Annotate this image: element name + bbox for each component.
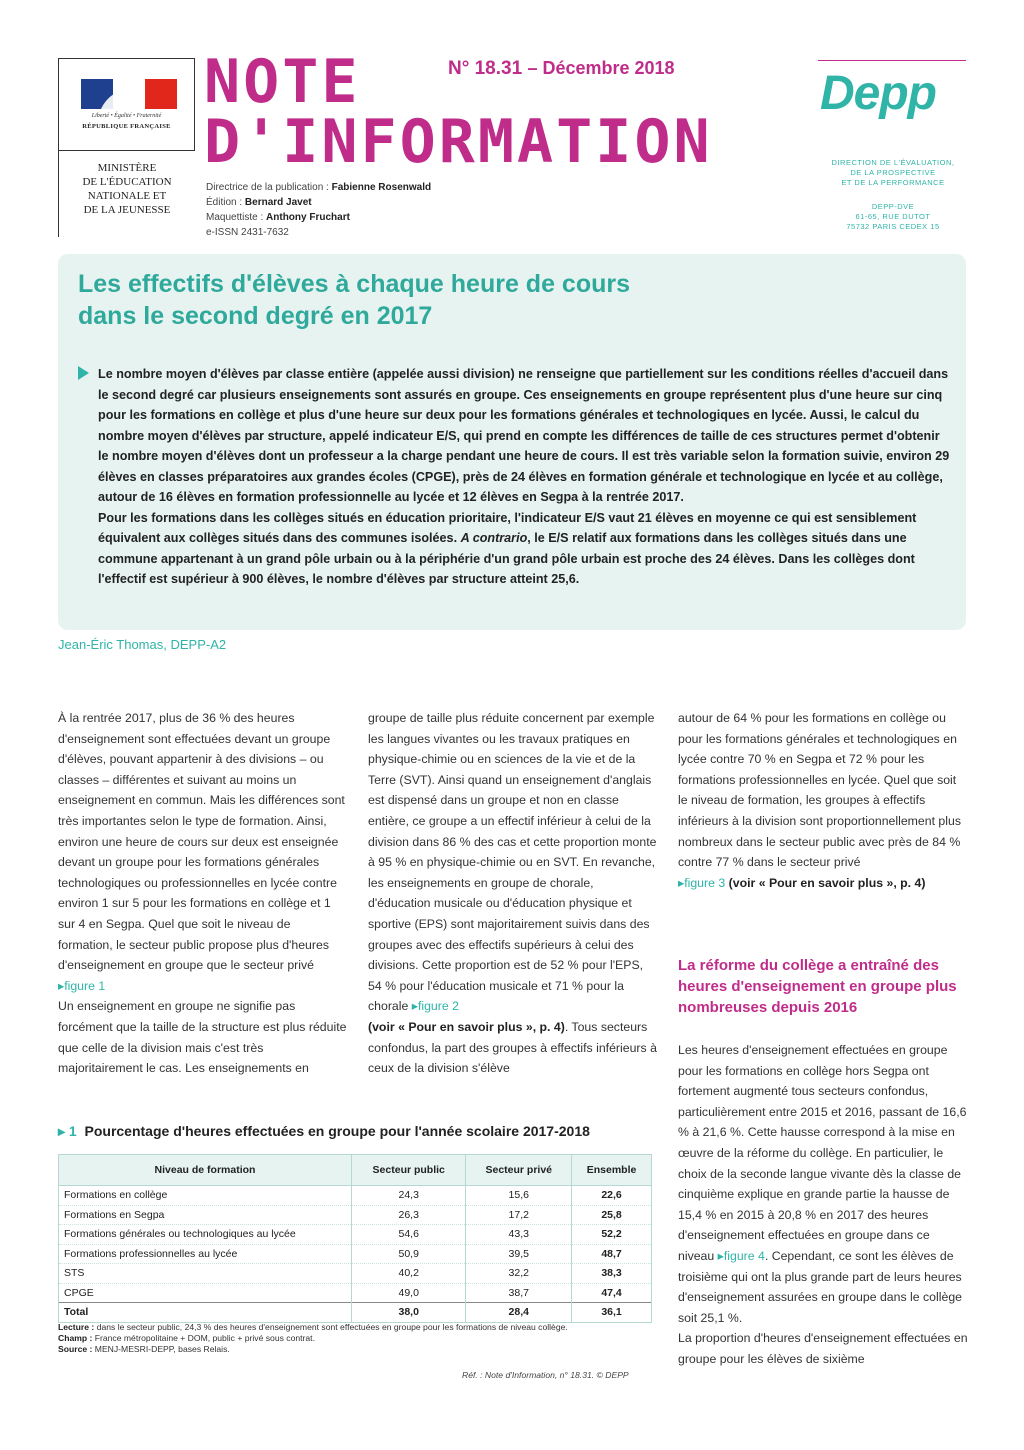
table-cell: Total	[59, 1303, 352, 1323]
table-row	[59, 1264, 652, 1284]
table-cell: CPGE	[59, 1283, 352, 1303]
table-row	[59, 1225, 652, 1245]
ministry-name: MINISTÈRE DE L'ÉDUCATION NATIONALE ET DE LA JEUNESSE	[82, 162, 172, 216]
column-header: Secteur privé	[466, 1155, 572, 1186]
figure-title	[58, 1123, 590, 1140]
republic-motto: Liberté • Égalité • Fraternité	[91, 113, 162, 119]
column-header: Niveau de formation	[59, 1155, 352, 1186]
note-champ	[58, 1333, 618, 1344]
table-cell: Formations en collège	[59, 1186, 352, 1206]
table-cell: 50,9	[352, 1244, 466, 1264]
abstract-paragraph-2a: Pour les formations dans les collèges situés en éducation prioritaire, l'indicateur E/S vaut 21 élèves en moyenne ce qui est sensiblement équivalent aux collèges situés dans des communes isolées.	[98, 510, 917, 545]
credit-value: Bernard Javet	[244, 197, 312, 208]
depp-rule	[818, 60, 966, 61]
table-row	[59, 1283, 652, 1303]
note-text: dans le secteur public, 24,3 % des heures d'enseignement sont effectuées en groupe pour les formations de niveau collège.	[96, 1322, 568, 1332]
table-cell: 24,3	[352, 1186, 466, 1206]
figure-link[interactable]: ▸ figure 4	[718, 1249, 765, 1263]
table-cell: 26,3	[352, 1205, 466, 1225]
credit-line	[206, 195, 431, 210]
table-row	[59, 1244, 652, 1264]
figure-reference: Réf. : Note d'Information, n° 18.31. © DEPP	[462, 1370, 629, 1380]
figure-link[interactable]: ▸ figure 2	[412, 999, 459, 1013]
abstract-italic: A contrario	[460, 531, 528, 545]
body-text: . Tous secteurs confondus, la part des groupes à effectifs inférieurs à ceux de la division s'élève	[368, 1019, 657, 1076]
republique-francaise-logo	[59, 59, 195, 151]
table-cell: 32,2	[466, 1264, 572, 1284]
abstract-paragraph-2b: , le E/S relatif aux formations dans les collèges situés dans une commune appartenant à un grand pôle urbain ou à la périphérie d'un grand pôle urbain est proche des 24 élèves. Dans les collèges dont l'effectif est supérieur à 900 élèves, le nombre d'élèves par structure atteint 25,6.	[98, 531, 915, 586]
note-source	[58, 1344, 618, 1355]
republic-name: RÉPUBLIQUE FRANÇAISE	[82, 123, 171, 130]
abstract	[98, 364, 950, 590]
table-cell: Formations générales ou technologiques au lycée	[59, 1225, 352, 1245]
note-label: Lecture :	[58, 1322, 97, 1332]
see-more-link[interactable]: (voir « Pour en savoir plus », p. 4)	[725, 875, 926, 890]
marianne-flag-icon	[81, 79, 177, 109]
depp-address: DEPP-DVE 61-65, RUE DUTOT 75732 PARIS CEDEX 15	[846, 202, 940, 231]
column-header: Secteur public	[352, 1155, 466, 1186]
table-cell: 38,0	[352, 1303, 466, 1323]
body-text: La proportion d'heures d'enseignement effectuées en groupe pour les élèves de sixième	[678, 1331, 968, 1366]
table-row	[59, 1205, 652, 1225]
depp-logo: Depp	[820, 67, 936, 120]
table-cell: 17,2	[466, 1205, 572, 1225]
credit-line	[206, 180, 431, 195]
body-text: groupe de taille plus réduite concernent par exemple les langues vivantes ou les travaux pratiques en physique-chimie ou en sciences de la vie et de la Terre (SVT). Ainsi quand un enseignement d'anglais est dispensé dans un groupe et non en classe entière, ce groupe a un effectif inférieur à celui de la division dans 86 % des cas et cette proportion monte à 95 % en physique-chimie ou en SVT. En revanche, les enseignements en groupe de chorale, d'éducation musicale ou d'éducation physique et sportive (EPS) sont majoritairement suivis dans des groupes avec des effectifs supérieurs à celui des divisions. Cette proportion est de 52 % pour l'EPS, 54 % pour l'éducation musicale et 71 % pour la chorale	[368, 711, 657, 1014]
note-text: France métropolitaine + DOM, public + privé sous contrat.	[94, 1333, 315, 1343]
body-text: . Cependant, ce sont les élèves de troisième qui ont la plus grande part de leurs heures d'enseignement assurées en groupe dans le collège soit 25,1 %.	[678, 1248, 963, 1325]
note-text: MENJ-MESRI-DEPP, bases Relais.	[94, 1344, 230, 1354]
credits	[206, 180, 431, 240]
section-heading: La réforme du collège a entraîné des heures d'enseignement en groupe plus nombreuses depuis 2016	[678, 957, 957, 1016]
issue-number: N° 18.31	[448, 58, 523, 79]
table-cell: Formations en Segpa	[59, 1205, 352, 1225]
table-cell: 22,6	[572, 1186, 652, 1206]
table-cell: Formations professionnelles au lycée	[59, 1244, 352, 1264]
credit-line	[206, 210, 431, 225]
abstract-paragraph-1: Le nombre moyen d'élèves par classe entière (appelée aussi division) ne renseigne que partiellement sur les conditions réelles d'accueil dans le second degré car plusieurs enseignements sont assurés en groupe. Ces enseignements en groupe représentent plus d'une heure sur cinq pour les formations en collège et plus d'une heure sur deux pour les formations générales et technologiques en lycée. Aussi, le calcul du nombre moyen d'élèves par structure, appelé indicateur E/S, qui prend en compte les différences de taille de ces structures permet d'obtenir le nombre moyen d'élèves dont un professeur a la charge pendant une heure de cours. Il est très variable selon la formation suivie, environ 29 élèves en classes préparatoires aux grandes écoles (CPGE), près de 24 élèves en formation générale et technologique en lycée et au collège, autour de 16 élèves en formation professionnelle au lycée et 12 élèves en Segpa à la rentrée 2017.	[98, 367, 950, 504]
table-cell: 48,7	[572, 1244, 652, 1264]
table-cell: 36,1	[572, 1303, 652, 1323]
ministry-logo-block	[58, 58, 195, 237]
figure-number-value: 1	[68, 1123, 77, 1139]
body-column-1	[58, 708, 348, 1079]
publication-title: NOTE D'INFORMATION	[204, 47, 713, 177]
table-cell: 40,2	[352, 1264, 466, 1284]
column-header: Ensemble	[572, 1155, 652, 1186]
body-column-2	[368, 708, 658, 1079]
article-title: Les effectifs d'élèves à chaque heure de cours dans le second degré en 2017	[78, 270, 631, 330]
table-cell: 28,4	[466, 1303, 572, 1323]
body-text: À la rentrée 2017, plus de 36 % des heures d'enseignement sont effectuées devant un groupe d'élèves, pouvant appartenir à des divisions – ou classes – différentes et suivant au moins un enseignement en commun. Mais les différences sont très importantes selon le type de formation. Ainsi, environ une heure de cours sur deux est enseignée devant un groupe pour les formations générales technologiques ou professionnelles en lycée contre environ 1 sur 5 pour les formations en collège et 1 sur 4 en Segpa. Quel que soit le niveau de formation, le secteur public propose plus d'heures d'enseignement en groupe que le secteur privé	[58, 711, 345, 973]
table-cell: 47,4	[572, 1283, 652, 1303]
credit-value: Fabienne Rosenwald	[331, 182, 432, 193]
issue-info	[448, 58, 675, 80]
body-text: Les heures d'enseignement effectuées en groupe pour les formations en collège hors Segpa ont fortement augmenté tous secteurs confondus, particulièrement entre 2015 et 2016, passant de 16,6 % à 21,6 %. Cette hausse correspond à la mise en œuvre de la réforme du collège. En particulier, le choix de la seconde langue vivante dès la classe de cinquième explique en grande partie la hausse de 15,4 % en 2015 à 20,8 % en 2017 des heures d'enseignement effectuées en groupe dans ce niveau	[678, 1043, 967, 1263]
credit-label: e-ISSN 2431-7632	[206, 227, 289, 238]
credit-label: Édition :	[206, 197, 245, 208]
body-column-3-continued	[678, 1040, 968, 1370]
figure-table	[58, 1154, 652, 1323]
table-cell: 38,3	[572, 1264, 652, 1284]
table-cell: 39,5	[466, 1244, 572, 1264]
table-cell: 25,8	[572, 1205, 652, 1225]
note-lecture	[58, 1322, 618, 1333]
table-total-row	[59, 1303, 652, 1323]
issue-date: – Décembre 2018	[527, 58, 675, 78]
figure-link[interactable]: ▸ figure 1	[58, 979, 105, 993]
figure-title-text: Pourcentage d'heures effectuées en groupe pour l'année scolaire 2017-2018	[84, 1123, 590, 1139]
credit-label: Maquettiste :	[206, 212, 267, 223]
table-cell: 52,2	[572, 1225, 652, 1245]
author: Jean-Éric Thomas, DEPP-A2	[58, 637, 227, 652]
note-label: Champ :	[58, 1333, 95, 1343]
triangle-bullet-icon	[78, 366, 89, 380]
table-row	[59, 1186, 652, 1206]
see-more-link[interactable]: (voir « Pour en savoir plus », p. 4)	[368, 1019, 565, 1034]
figure-notes	[58, 1322, 618, 1355]
figure-number: ▸ 1	[58, 1123, 77, 1139]
credit-value: Anthony Fruchart	[266, 212, 350, 223]
body-text: Un enseignement en groupe ne signifie pas forcément que la taille de la structure est plus réduite que celle de la division mais c'est très majoritairement le cas. Les enseignements en	[58, 999, 347, 1076]
figure-link[interactable]: ▸ figure 3	[678, 876, 725, 890]
table-cell: 38,7	[466, 1283, 572, 1303]
body-text: autour de 64 % pour les formations en collège ou pour les formations générales et technologiques en lycée contre 70 % en Segpa et 72 % pour les formations professionnelles en lycée. Quel que soit le niveau de formation, les groupes à effectifs inférieurs à la division sont proportionnellement plus nombreux dans le secteur public avec près de 84 % contre 77 % dans le secteur privé	[678, 711, 961, 870]
depp-direction: DIRECTION DE L'ÉVALUATION, DE LA PROSPECTIVE ET DE LA PERFORMANCE	[831, 158, 955, 187]
table-cell: 15,6	[466, 1186, 572, 1206]
body-column-3	[678, 708, 968, 893]
table-cell: 49,0	[352, 1283, 466, 1303]
note-label: Source :	[58, 1344, 95, 1354]
credit-line	[206, 225, 431, 240]
table-cell: 54,6	[352, 1225, 466, 1245]
table-cell: STS	[59, 1264, 352, 1284]
table-header-row	[59, 1155, 652, 1186]
credit-label: Directrice de la publication :	[206, 182, 332, 193]
table-cell: 43,3	[466, 1225, 572, 1245]
